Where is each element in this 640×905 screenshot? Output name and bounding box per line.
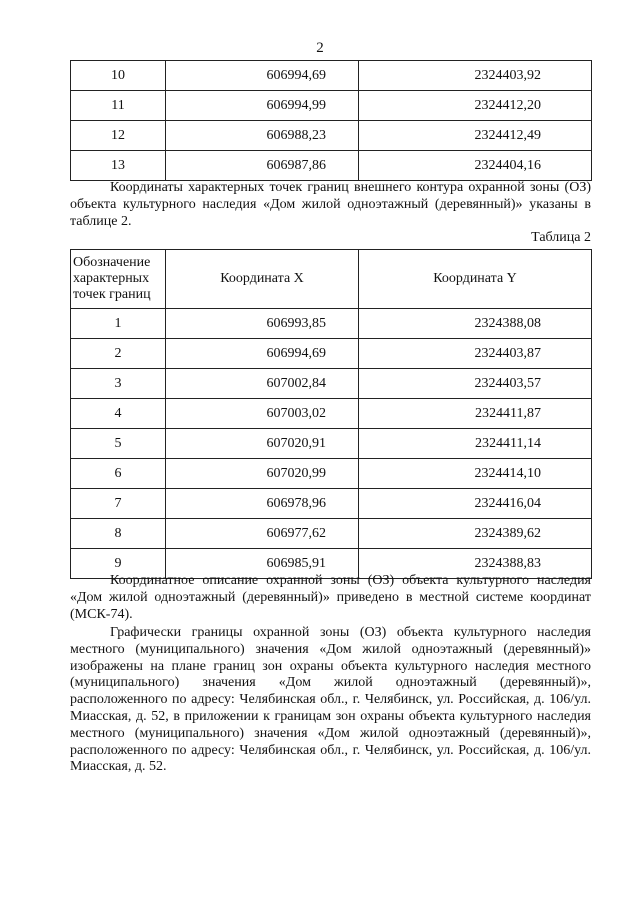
paragraph-text: Графически границы охранной зоны (ОЗ) объекта культурного наследия местного (муниципального) значения «Дом жилой одноэтажный (деревянный)» изображены на плане границ зон охраны объекта культурного наследия местного (муниципального) значения «Дом жилой одноэтажный (деревянный)», расположенного по адресу: Челябинская обл., г. Челябинск, ул. Российская, д. 106/ул. Миасская, д. 52, в приложении к границам зон охраны объекта культурного наследия местного (муниципального) значения «Дом жилой одноэтажный (деревянный)», расположенного по адресу: Челябинская обл., г. Челябинск, ул. Российская, д. 106/ул. Миасская, д. 52. bbox=[70, 625, 591, 775]
paragraph-outer-contour bbox=[70, 180, 591, 230]
table-row bbox=[71, 519, 592, 549]
table-row bbox=[71, 489, 592, 519]
point-cell: 2 bbox=[71, 339, 166, 369]
table-row bbox=[71, 61, 592, 91]
y-cell: 2324403,57 bbox=[359, 369, 592, 399]
table-header-row bbox=[71, 250, 592, 309]
x-cell: 607020,91 bbox=[166, 429, 359, 459]
point-cell: 4 bbox=[71, 399, 166, 429]
column-header-x: Координата X bbox=[166, 250, 359, 309]
x-cell: 607003,02 bbox=[166, 399, 359, 429]
y-cell: 2324388,83 bbox=[359, 549, 592, 579]
table-row bbox=[71, 91, 592, 121]
coordinates-table-continued bbox=[70, 60, 592, 181]
paragraph-graphic-boundaries bbox=[70, 625, 591, 776]
x-cell: 606978,96 bbox=[166, 489, 359, 519]
y-cell: 2324403,92 bbox=[359, 61, 592, 91]
point-cell: 1 bbox=[71, 309, 166, 339]
y-cell: 2324403,87 bbox=[359, 339, 592, 369]
point-cell: 8 bbox=[71, 519, 166, 549]
x-cell: 606994,69 bbox=[166, 339, 359, 369]
x-cell: 606988,23 bbox=[166, 121, 359, 151]
x-cell: 606994,69 bbox=[166, 61, 359, 91]
table-caption: Таблица 2 bbox=[531, 230, 591, 245]
table-row bbox=[71, 339, 592, 369]
x-cell: 606977,62 bbox=[166, 519, 359, 549]
page-number: 2 bbox=[316, 40, 324, 56]
x-cell: 606985,91 bbox=[166, 549, 359, 579]
point-cell: 12 bbox=[71, 121, 166, 151]
point-cell: 13 bbox=[71, 151, 166, 181]
y-cell: 2324411,87 bbox=[359, 399, 592, 429]
y-cell: 2324411,14 bbox=[359, 429, 592, 459]
paragraph-text: Координаты характерных точек границ внешнего контура охранной зоны (ОЗ) объекта культурного наследия «Дом жилой одноэтажный (деревянный)» указаны в таблице 2. bbox=[70, 180, 591, 229]
y-cell: 2324414,10 bbox=[359, 459, 592, 489]
table-row bbox=[71, 369, 592, 399]
x-cell: 607002,84 bbox=[166, 369, 359, 399]
point-cell: 11 bbox=[71, 91, 166, 121]
point-cell: 9 bbox=[71, 549, 166, 579]
table-row bbox=[71, 399, 592, 429]
column-header-y: Координата Y bbox=[359, 250, 592, 309]
x-cell: 606994,99 bbox=[166, 91, 359, 121]
table-row bbox=[71, 429, 592, 459]
y-cell: 2324416,04 bbox=[359, 489, 592, 519]
table-row bbox=[71, 121, 592, 151]
point-cell: 7 bbox=[71, 489, 166, 519]
point-cell: 6 bbox=[71, 459, 166, 489]
y-cell: 2324404,16 bbox=[359, 151, 592, 181]
point-cell: 3 bbox=[71, 369, 166, 399]
paragraph-text: Координатное описание охранной зоны (ОЗ) объекта культурного наследия «Дом жилой одноэтажный (деревянный)» приведено в местной системе координат (МСК-74). bbox=[70, 573, 591, 622]
y-cell: 2324412,20 bbox=[359, 91, 592, 121]
table-row bbox=[71, 459, 592, 489]
coordinates-table-2 bbox=[70, 249, 592, 579]
table-row bbox=[71, 151, 592, 181]
y-cell: 2324412,49 bbox=[359, 121, 592, 151]
point-cell: 5 bbox=[71, 429, 166, 459]
x-cell: 606993,85 bbox=[166, 309, 359, 339]
table-row bbox=[71, 309, 592, 339]
x-cell: 607020,99 bbox=[166, 459, 359, 489]
paragraph-coordinate-system bbox=[70, 573, 591, 623]
y-cell: 2324389,62 bbox=[359, 519, 592, 549]
x-cell: 606987,86 bbox=[166, 151, 359, 181]
point-cell: 10 bbox=[71, 61, 166, 91]
column-header-point: Обозначение характерных точек границ bbox=[71, 250, 166, 309]
y-cell: 2324388,08 bbox=[359, 309, 592, 339]
